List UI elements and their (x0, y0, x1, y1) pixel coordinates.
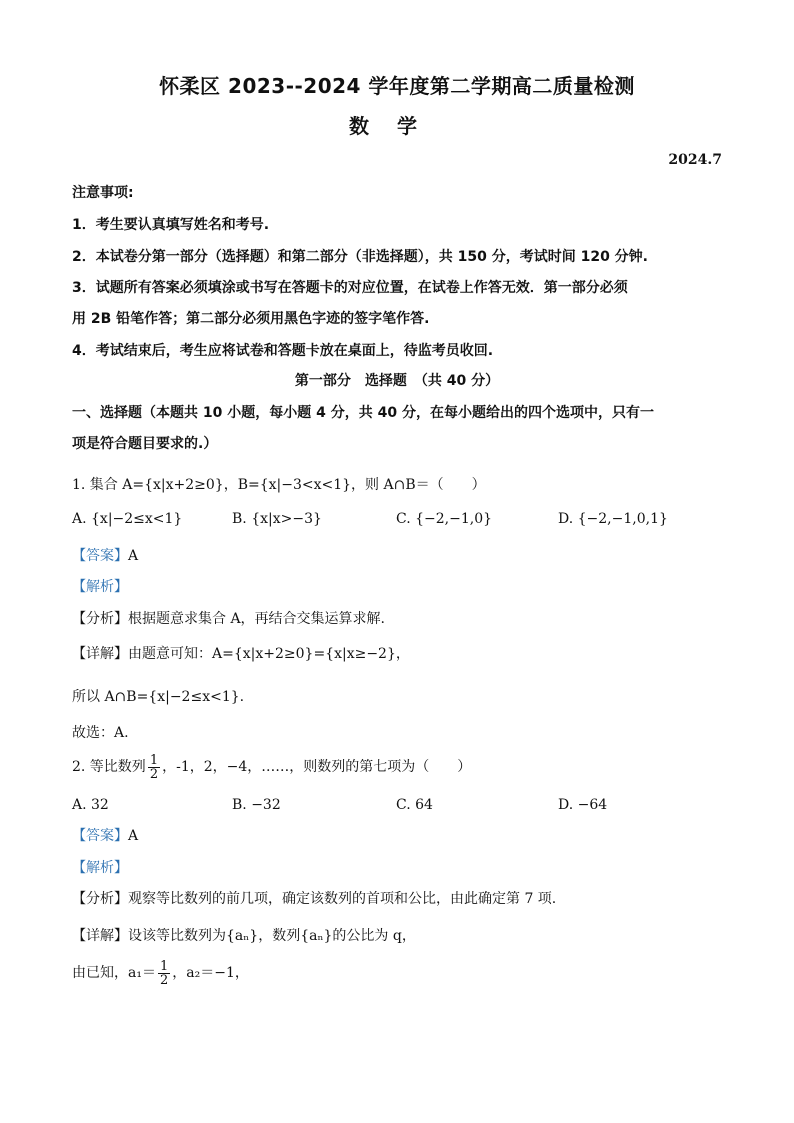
analysis-tag: 【解析】 (72, 860, 128, 876)
q2-stem-prefix: 2. 等比数列 (72, 759, 146, 775)
q2-option-d: D. −64 (558, 797, 608, 813)
answer-tag: 【答案】 (72, 828, 128, 844)
q2-known-suffix: ，a₂＝−1， (172, 965, 249, 981)
exam-title: 怀柔区 2023--2024 学年度第二学期高二质量检测 (159, 74, 635, 98)
q2-stem (72, 752, 722, 782)
q1-choose: 故选：A. (72, 725, 129, 741)
q2-known-prefix: 由已知，a₁＝ (72, 965, 156, 981)
notice-item-3: 3．试题所有答案必须填涂或书写在答题卡的对应位置，在试卷上作答无效．第一部分必须 (72, 280, 628, 296)
q2-answer-row (72, 827, 722, 845)
notice-heading: 注意事项: (72, 185, 134, 201)
q2-frac-num: 1 (149, 752, 159, 768)
subject-title: 数学 (349, 114, 445, 138)
q2-frac-den: 2 (149, 766, 159, 782)
q2-option-b: B. −32 (232, 797, 281, 813)
q2-analysis-row (72, 859, 722, 877)
notice-item-1: 1．考生要认真填写姓名和考号. (72, 217, 270, 233)
fenxi-tag: 【分析】 (72, 611, 128, 627)
q1-stem: 1. 集合 A={x|x+2≥0}，B={x|−3<x<1}，则 A∩B＝（ ） (72, 477, 486, 493)
q1-fenxi: 根据题意求集合 A，再结合交集运算求解. (128, 611, 386, 627)
q1-option-a: A. {x|−2≤x<1} (72, 511, 183, 527)
detail-tag: 【详解】 (72, 928, 128, 944)
q1-detail-row (72, 645, 722, 663)
answer-tag: 【答案】 (72, 548, 128, 564)
q1-answer-row (72, 547, 722, 565)
q2-detail: 设该等比数列为{aₙ}，数列{aₙ}的公比为 q， (128, 928, 416, 944)
q2-option-a: A. 32 (72, 797, 109, 813)
q1-answer: A (128, 548, 139, 564)
q1-option-c: C. {−2,−1,0} (396, 511, 493, 527)
q1-fenxi-row (72, 610, 722, 628)
notice-item-3-cont: 用 2B 铅笔作答；第二部分必须用黑色字迹的签字笔作答. (72, 311, 430, 327)
q2-known-fraction (158, 960, 170, 987)
part1-instruction-cont: 项是符合题目要求的.） (72, 436, 218, 452)
fenxi-tag: 【分析】 (72, 891, 128, 907)
q2-option-c: C. 64 (396, 797, 433, 813)
q1-option-d: D. {−2,−1,0,1} (558, 511, 668, 527)
analysis-tag: 【解析】 (72, 579, 128, 595)
q1-option-b: B. {x|x>−3} (232, 511, 322, 527)
q2-known-row (72, 958, 722, 988)
q2-answer: A (128, 828, 139, 844)
q1-detail: 由题意可知：A={x|x+2≥0}={x|x≥−2}， (128, 646, 410, 662)
q2-known-frac-num: 1 (159, 958, 169, 974)
part1-title: 第一部分 选择题 （共 40 分） (294, 373, 500, 389)
notice-item-4: 4．考试结束后，考生应将试卷和答题卡放在桌面上，待监考员收回. (72, 343, 494, 359)
q1-analysis-row (72, 578, 722, 596)
q2-detail-row (72, 927, 722, 945)
q2-fraction (148, 754, 160, 781)
q1-therefore: 所以 A∩B={x|−2≤x<1}. (72, 689, 245, 705)
q2-stem-suffix: ，-1，2，−4，……，则数列的第七项为（ ） (162, 759, 472, 775)
exam-date: 2024.7 (668, 152, 722, 168)
part1-instruction: 一、选择题（本题共 10 小题，每小题 4 分，共 40 分，在每小题给出的四个选项中，只有一 (72, 405, 654, 421)
notice-item-2: 2．本试卷分第一部分（选择题）和第二部分（非选择题），共 150 分，考试时间 120 分钟. (72, 249, 649, 265)
q2-fenxi-row (72, 890, 722, 908)
q2-known-frac-den: 2 (159, 972, 169, 988)
detail-tag: 【详解】 (72, 646, 128, 662)
q2-fenxi: 观察等比数列的前几项，确定该数列的首项和公比，由此确定第 7 项. (128, 891, 557, 907)
